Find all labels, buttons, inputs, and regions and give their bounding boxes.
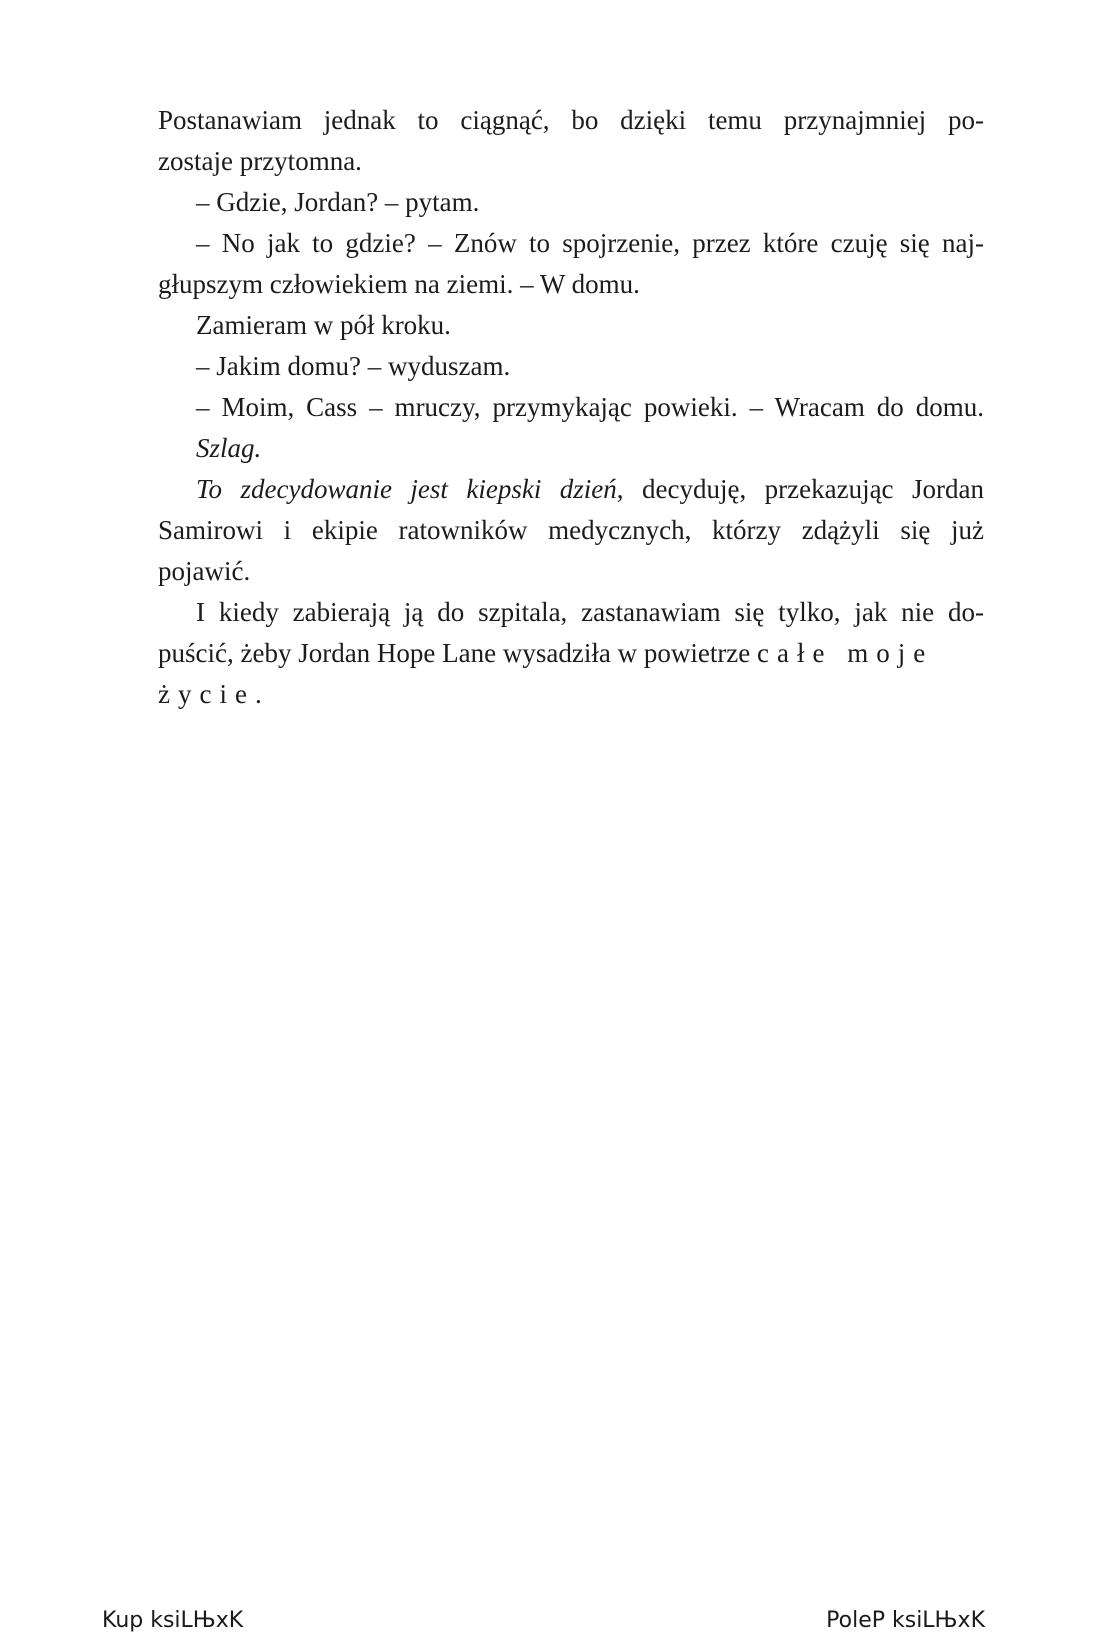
text-line (158, 428, 984, 469)
buy-book-link[interactable]: Kup ksiLЊxK (102, 1608, 244, 1633)
italic-text: To zdecydowanie jest kiepski dzień (196, 474, 617, 504)
italic-text: Szlag. (196, 433, 262, 463)
text-line: Zamieram w pół kroku. (196, 310, 451, 340)
text-line: głupszym człowiekiem na ziemi. – W domu. (158, 269, 640, 299)
text-line: Samirowi i ekipie ratowników medycznych, którzy zdążyli się już (158, 515, 984, 545)
text-line: Postanawiam jednak to ciągnąć, bo dzięki temu przynajmniej po- (158, 105, 984, 135)
text-line (158, 674, 984, 715)
text-line (158, 469, 984, 510)
text-segment: , decyduję, przekazując Jordan (616, 474, 984, 504)
text-line: pojawić. (158, 556, 251, 586)
text-segment: puścić, żeby Jordan Hope Lane wysadziła w powietrze (158, 638, 758, 668)
text-line: – No jak to gdzie? – Znów to spojrzenie, przez które czuję się naj- (196, 228, 984, 258)
text-line: – Gdzie, Jordan? – pytam. (196, 187, 480, 217)
spaced-text: życie. (158, 679, 270, 709)
text-line: zostaje przytomna. (158, 146, 362, 176)
text-line: – Moim, Cass – mruczy, przymykając powieki. – Wracam do domu. (196, 392, 984, 422)
page-body-text (158, 100, 984, 715)
text-line: – Jakim domu? – wyduszam. (196, 351, 511, 381)
spaced-text: całe moje (757, 638, 934, 668)
text-line: I kiedy zabierają ją do szpitala, zastanawiam się tylko, jak nie do- (196, 597, 984, 627)
recommend-book-link[interactable]: PoleP ksiLЊxK (826, 1608, 985, 1633)
text-line (158, 633, 984, 674)
